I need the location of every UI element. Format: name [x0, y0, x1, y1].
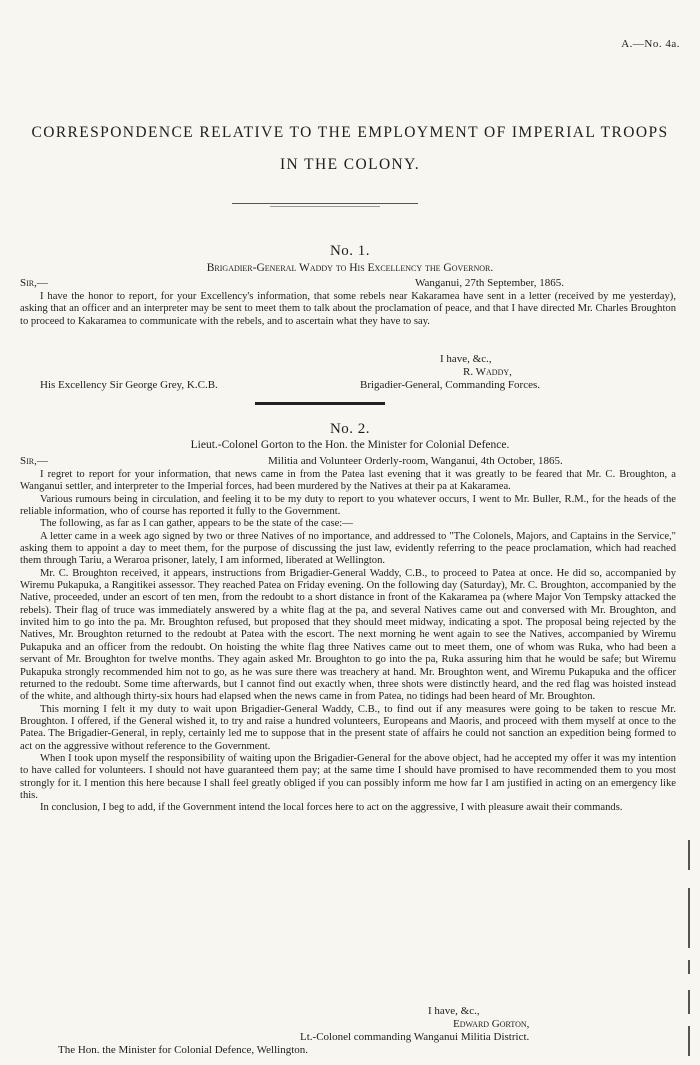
- letter-2-addressee: The Hon. the Minister for Colonial Defence, Wellington.: [58, 1044, 309, 1056]
- letter-2-heading: Lieut.-Colonel Gorton to the Hon. the Minister for Colonial Defence.: [190, 439, 510, 451]
- letter-1-heading: Brigadier-General Waddy to His Excellency the Governor.: [206, 262, 494, 274]
- letter-1-body: [20, 291, 676, 328]
- letter-2-closing: I have, &c.,: [428, 1005, 480, 1017]
- section-separator: [255, 402, 385, 405]
- letter-1-dateline: [20, 277, 675, 290]
- letter-1-paragraph: I have the honor to report, for your Excellency's information, that some rebels near Kakaramea have sent in a letter (received by me yesterday), asking that an officer and an interpreter may be sent to meet them to talk about the proclamation of peace, and that I have directed Mr. Charles Broughton to proceed to Kakaramea to communicate with the rebels, and to ascertain what they have to say.: [20, 291, 676, 327]
- letter-2-number: No. 2.: [329, 421, 371, 437]
- letter-1-number: No. 1.: [329, 243, 371, 259]
- letter-2-dateline: [20, 455, 675, 468]
- letter-1-signer: R. Waddy,: [463, 366, 512, 378]
- letter-2-paragraph-7: When I took upon myself the responsibility of waiting upon the Brigadier-General for the above object, had he accepted my offer it was my intention to have called for volunteers. I should not have guaranteed them pay; at the same time I should have promised to have recommended them to you most strongly for it. I mention this here because I shall feel greatly obliged if you can possibly inform me how far I am justified in acting on an emergency like this.: [20, 752, 676, 801]
- letter-2-signer-title: Lt.-Colonel commanding Wanganui Militia District.: [300, 1031, 530, 1043]
- letter-2-paragraph-4: A letter came in a week ago signed by two or three Natives of no importance, and addressed to "The Colonels, Majors, and Captains in the Service," asking them to appoint a day to meet them, for the purpose of discussing the just law, evidently referring to the peace proclamation, which had reached them through Tariu, a Weraroa prisoner, lately, I am informed, liberated at Wellington.: [20, 530, 676, 567]
- letter-1-place-date: Wanganui, 27th September, 1865.: [415, 277, 564, 289]
- letter-2-signer: Edward Gorton,: [453, 1018, 530, 1030]
- letter-2-paragraph-3: The following, as far as I can gather, appears to be the state of the case:—: [40, 518, 353, 530]
- letter-2-body: [20, 469, 676, 815]
- letter-2-paragraph-5: Mr. C. Broughton received, it appears, instructions from Brigadier-General Waddy, C.B., to proceed to Patea at once. He did so, accompanied by Wiremu Pukapuka, a Rangitikei assessor. They reached Patea on Friday evening. On the following day (Saturday), Mr. C. Broughton, accompanied by the Native, proceeded, under an escort of ten men, from the redoubt to a short distance in front of the Kakaramea pa (where Major Von Tempsky attacked the rebels). Their flag of truce was immediately answered by a white flag at the pa, and several Natives came out and conversed with Mr. Broughton, and invited him to go into the pa. Mr. Broughton refused, but proposed that they should meet midway, indicating a spot. The proposal being rejected by the Natives, Mr. Broughton returned to the redoubt at Patea with the escort. The next morning he went again to see the Natives, accompanied by Wiremu Pukapuka and an officer from the redoubt. On hoisting the white flag three Natives came out to meet them, one of whom was Ruka, who had been a servant of Mr. Broughton for twelve months. They again asked Mr. Broughton to go into the pa, Ruka assuring him that he would be safe; but Wiremu Pukapuka strongly recommended him not to go, as he was sure there was treachery at hand. Mr. Broughton went, and Wiremu Pukapuka and the officer returned to the redoubt. Some time afterwards, but I cannot find out exactly when, three shots were distinctly heard, and the red flag was hoisted instead of the white, and although thirty-six hours had elapsed when the news came in from Patea, no tidings had been heard of Mr. Broughton.: [20, 567, 676, 703]
- title-rule-short: [270, 206, 380, 207]
- title-rule: [232, 203, 418, 204]
- letter-2-paragraph-2: Various rumours being in circulation, and feeling it to be my duty to report to you whatever occurs, I went to Mr. Buller, R.M., for the heads of the reliable information, who of course has reported it fully to the Government.: [20, 493, 676, 518]
- letter-2-paragraph-6: This morning I felt it my duty to wait upon Brigadier-General Waddy, C.B., to find out if any measures were going to be taken to rescue Mr. Broughton. I offered, if the General wished it, to try and raise a hundred volunteers, Europeans and Maoris, and proceed with them myself at once to the Patea. The Brigadier-General, in reply, certainly led me to suppose that in the present state of affairs he could not sanction an expedition being formed to act on the aggressive without reference to the Government.: [20, 703, 676, 752]
- letter-2-salutation: Sir,—: [20, 455, 48, 467]
- letter-1-signer-title: Brigadier-General, Commanding Forces.: [360, 379, 541, 391]
- letter-2-paragraph-8: In conclusion, I beg to add, if the Government intend the local forces here to act on the aggressive, I with pleasure await their commands.: [40, 802, 623, 814]
- letter-1-salutation: Sir,—: [20, 277, 48, 289]
- letter-1-closing: I have, &c.,: [440, 353, 492, 365]
- letter-2-place-date: Militia and Volunteer Orderly-room, Wanganui, 4th October, 1865.: [268, 455, 563, 467]
- letter-1-addressee: His Excellency Sir George Grey, K.C.B.: [40, 379, 218, 391]
- page-reference: A.—No. 4a.: [621, 38, 680, 50]
- document-title: CORRESPONDENCE RELATIVE TO THE EMPLOYMENT OF IMPERIAL TROOPS IN THE COLONY.: [31, 124, 669, 173]
- margin-marks: [686, 840, 692, 1060]
- letter-2-paragraph-1: I regret to report for your information, that news came in from the Patea last evening that it was greatly to be feared that Mr. C. Broughton, a Wanganui settler, and interpreter to the Imperial forces, had been murdered by the Natives at their pa at Kakaramea.: [20, 469, 676, 493]
